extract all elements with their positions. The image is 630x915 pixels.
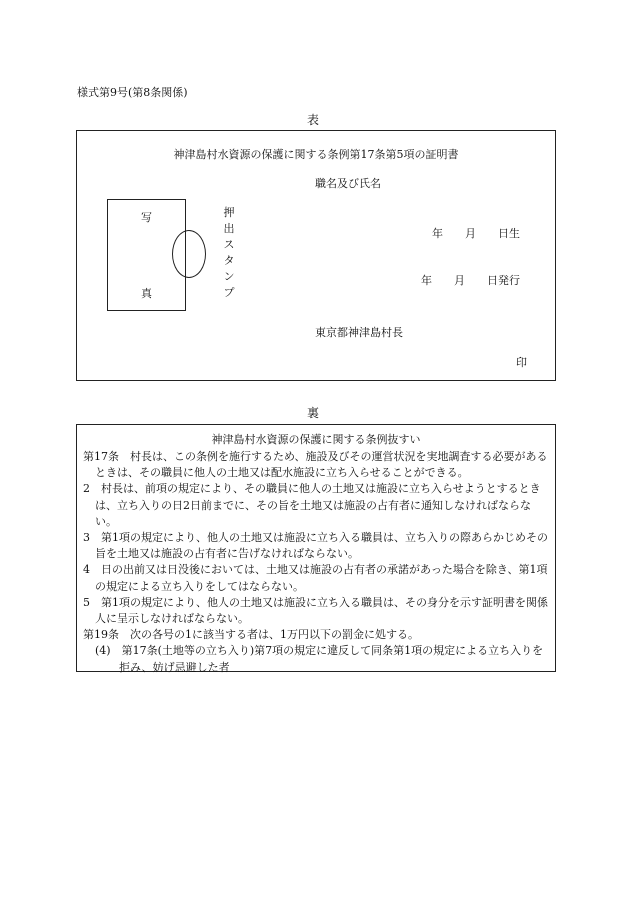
birth-date-line [432, 225, 520, 241]
article-17-paragraph-2: 2 村長は、前項の規定により、その職員に他人の土地又は施設に立ち入らせようとするときは、立ち入りの日2日前までに、その旨を土地又は施設の占有者に通知しなければならない。 [83, 482, 541, 528]
article-19-item-4: (4) 第17条(土地等の立ち入り)第7項の規定に違反して同条第1項の規定による立ち入りを拒み、妨げ忌避した者 [95, 644, 544, 674]
photo-label-bottom: 真 [141, 287, 152, 300]
issue-year-label: 年 [421, 274, 432, 287]
issue-month-label: 月 [454, 274, 465, 287]
article-17-paragraph-4: 4 日の出前又は日没後においては、土地又は施設の占有者の承諾があった場合を除き、第1項の規定による立ち入りをしてはならない。 [83, 563, 548, 593]
photo-label-top: 写 [141, 211, 152, 224]
back-side-label: 裏 [307, 406, 320, 420]
article-19: 第19条 次の各号の1に該当する者は、1万円以下の罰金に処する。 [83, 628, 419, 642]
certificate-back [76, 424, 556, 672]
certificate-title: 神津島村水資源の保護に関する条例第17条第5項の証明書 [173, 148, 459, 161]
embossed-stamp-label: 押出スタンプ [223, 206, 235, 299]
name-and-title-label: 職名及び氏名 [315, 177, 381, 190]
article-17-paragraph-3: 3 第1項の規定により、他人の土地又は施設に立ち入る職員は、立ち入りの際あらかじめその旨を土地又は施設の占有者に告げなければならない。 [83, 531, 548, 561]
birth-day-label: 日生 [498, 227, 520, 240]
issue-day-label: 日発行 [487, 274, 520, 287]
form-number-label: 様式第9号(第8条関係) [77, 86, 188, 99]
embossed-stamp-oval [172, 230, 206, 278]
ordinance-excerpt-title: 神津島村水資源の保護に関する条例抜すい [211, 433, 421, 446]
issue-date-line [421, 272, 520, 288]
birth-year-label: 年 [432, 227, 443, 240]
certificate-front [76, 130, 556, 381]
ordinance-article-list [83, 449, 549, 676]
seal-mark: 印 [516, 356, 527, 369]
article-17-paragraph-5: 5 第1項の規定により、他人の土地又は施設に立ち入る職員は、その身分を示す証明書を関係人に呈示しなければならない。 [83, 595, 548, 626]
front-side-label: 表 [307, 113, 320, 127]
birth-month-label: 月 [465, 227, 476, 240]
article-17-paragraph-1: 第17条 村長は、この条例を施行するため、施設及びその運営状況を実地調査する必要があるときは、その職員に他人の土地又は配水施設に立ち入らせることができる。 [83, 450, 548, 480]
issuer-name: 東京都神津島村長 [315, 326, 403, 339]
